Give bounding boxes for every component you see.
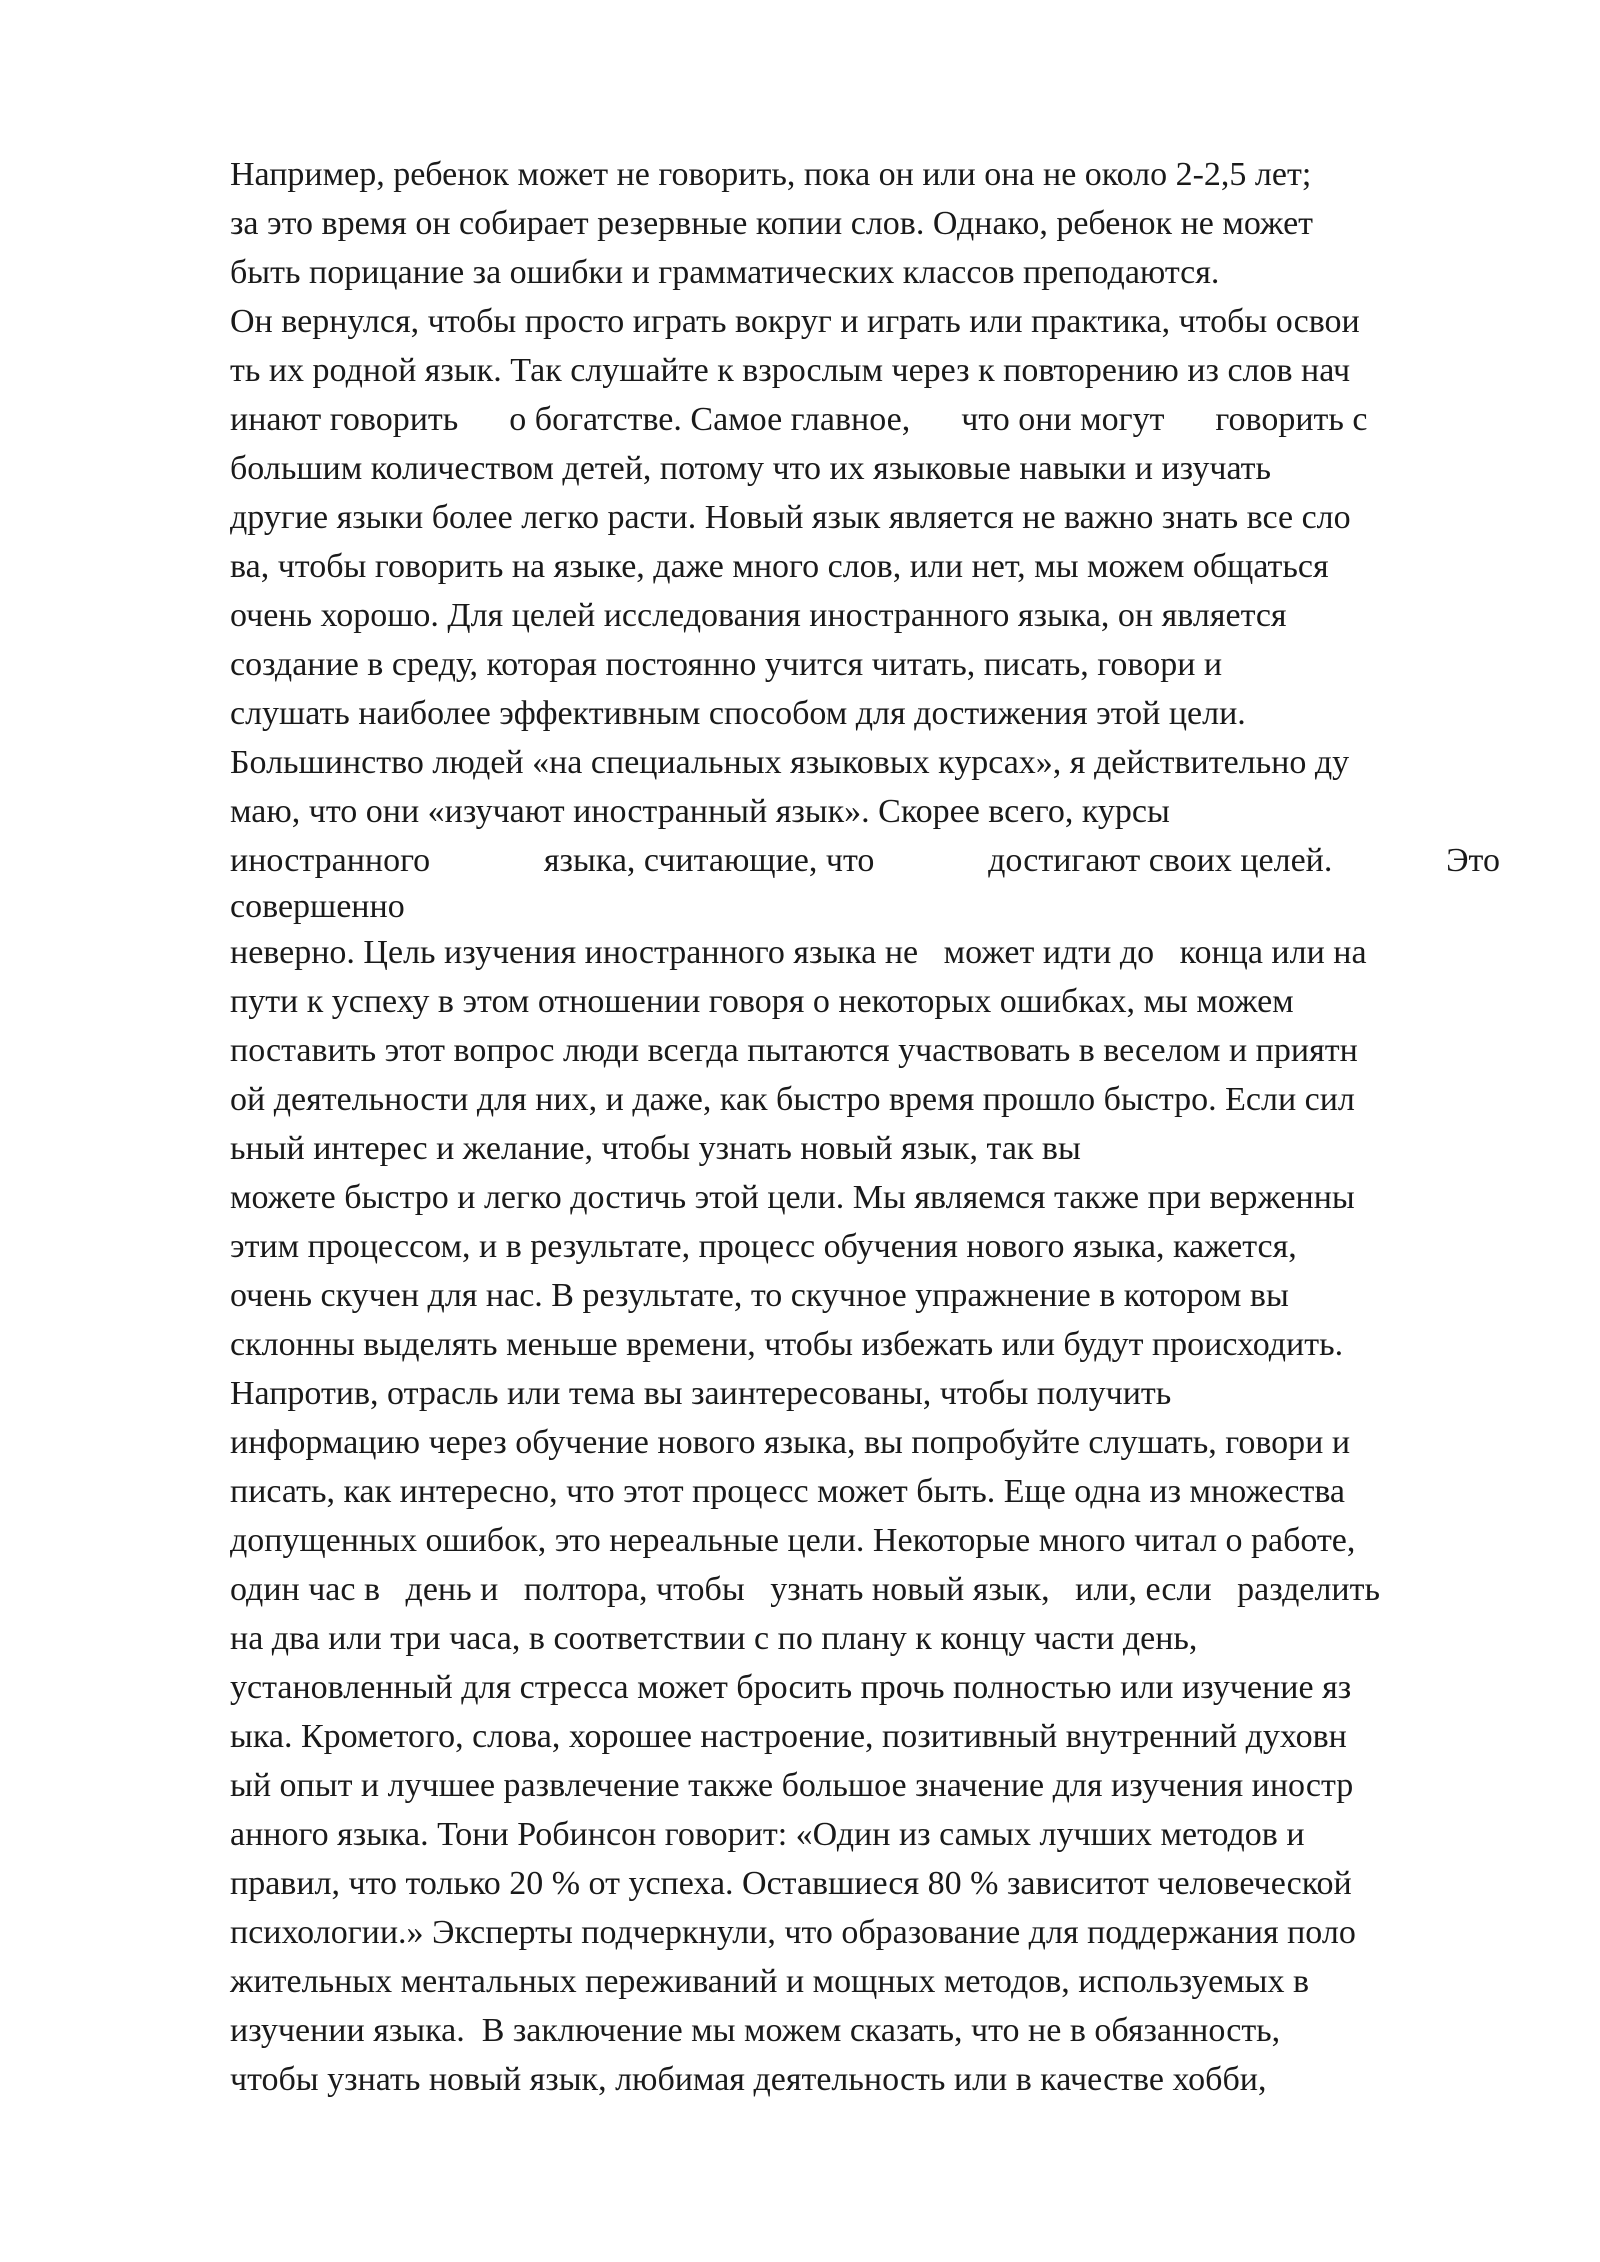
text-line: очень скучен для нас. В результате, то скучное упражнение в котором вы	[230, 1277, 1289, 1314]
text-line: Он вернулся, чтобы просто играть вокруг и играть или практика, чтобы освои	[230, 303, 1360, 340]
text-line: Напротив, отрасль или тема вы заинтересованы, чтобы получить	[230, 1375, 1172, 1412]
text-line: ый опыт и лучшее развлечение также большое значение для изучения иностр	[230, 1767, 1354, 1804]
text-line: маю, что они «изучают иностранный язык». Скорее всего, курсы	[230, 793, 1170, 830]
spread-word: Это	[1446, 842, 1500, 879]
text-line: создание в среду, которая постоянно учится читать, писать, говори и	[230, 646, 1223, 683]
text-line: психологии.» Эксперты подчеркнули, что образование для поддержания поло	[230, 1914, 1356, 1951]
text-line: информацию через обучение нового языка, вы попробуйте слушать, говори и	[230, 1424, 1351, 1461]
text-line: совершенно	[230, 888, 405, 925]
text-line: неверно. Цель изучения иностранного языка не может идти до конца или на	[230, 934, 1367, 971]
text-line: чтобы узнать новый язык, любимая деятельность или в качестве хобби,	[230, 2061, 1267, 2098]
spread-word: языка, считающие, что	[543, 842, 875, 879]
text-line: поставить этот вопрос люди всегда пытаются участвовать в веселом и приятн	[230, 1032, 1358, 1069]
text-line: Например, ребенок может не говорить, пока он или она не около 2-2,5 лет;	[230, 156, 1312, 193]
text-line: изучении языка. В заключение мы можем сказать, что не в обязанность,	[230, 2012, 1281, 2049]
text-line: на два или три часа, в соответствии с по плану к концу части день,	[230, 1620, 1198, 1657]
text-line: ыка. Крометого, слова, хорошее настроение, позитивный внутренний духовн	[230, 1718, 1347, 1755]
text-line: быть порицание за ошибки и грамматических классов преподаются.	[230, 254, 1220, 291]
text-line: очень хорошо. Для целей исследования иностранного языка, он является	[230, 597, 1287, 634]
text-line: слушать наиболее эффективным способом для достижения этой цели.	[230, 695, 1246, 732]
text-line: инают говорить о богатстве. Самое главное, что они могут говорить с	[230, 401, 1368, 438]
text-line: один час в день и полтора, чтобы узнать новый язык, или, если разделить	[230, 1571, 1380, 1608]
text-line: этим процессом, и в результате, процесс обучения нового языка, кажется,	[230, 1228, 1297, 1265]
text-line: жительных ментальных переживаний и мощных методов, используемых в	[230, 1963, 1310, 2000]
text-line: можете быстро и легко достичь этой цели. Мы являемся также при верженны	[230, 1179, 1355, 1216]
text-line: правил, что только 20 % от успеха. Оставшиеся 80 % зависитот человеческой	[230, 1865, 1352, 1902]
text-line: писать, как интересно, что этот процесс может быть. Еще одна из множества	[230, 1473, 1346, 1510]
text-line: ой деятельности для них, и даже, как быстро время прошло быстро. Если сил	[230, 1081, 1355, 1118]
text-line: установленный для стресса может бросить прочь полностью или изучение яз	[230, 1669, 1352, 1706]
text-line: ть их родной язык. Так слушайте к взрослым через к повторению из слов нач	[230, 352, 1351, 389]
spread-word: достигают своих целей.	[988, 842, 1333, 879]
text-line: пути к успеху в этом отношении говоря о некоторых ошибках, мы можем	[230, 983, 1294, 1020]
text-line: допущенных ошибок, это нереальные цели. Некоторые много читал о работе,	[230, 1522, 1356, 1559]
text-line: ва, чтобы говорить на языке, даже много слов, или нет, мы можем общаться	[230, 548, 1329, 585]
spread-text-line	[230, 836, 1500, 882]
text-line: анного языка. Тони Робинсон говорит: «Один из самых лучших методов и	[230, 1816, 1305, 1853]
text-line: Большинство людей «на специальных языковых курсах», я действительно ду	[230, 744, 1350, 781]
text-line: ьный интерес и желание, чтобы узнать новый язык, так вы	[230, 1130, 1081, 1167]
text-line: другие языки более легко расти. Новый язык является не важно знать все сло	[230, 499, 1351, 536]
spread-word: иностранного	[230, 842, 431, 879]
text-line: склонны выделять меньше времени, чтобы избежать или будут происходить.	[230, 1326, 1344, 1363]
body-text	[230, 150, 1500, 2104]
text-line: большим количеством детей, потому что их языковые навыки и изучать	[230, 450, 1272, 487]
text-line: за это время он собирает резервные копии слов. Однако, ребенок не может	[230, 205, 1314, 242]
